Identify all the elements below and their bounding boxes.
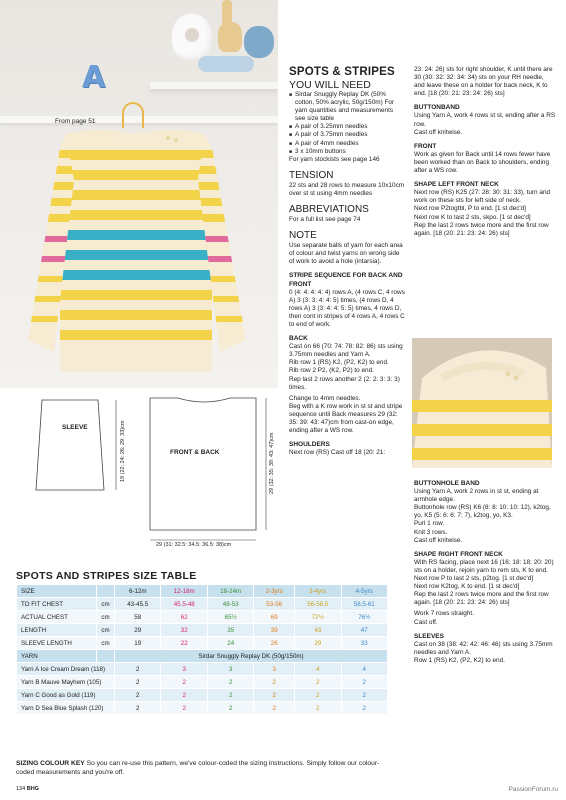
shape-left-neck-heading: SHAPE LEFT FRONT NECK bbox=[414, 181, 499, 189]
size-table bbox=[16, 584, 388, 715]
page-footer bbox=[16, 786, 39, 792]
shape-right-neck-heading: SHAPE RIGHT FRONT NECK bbox=[414, 550, 503, 558]
table-cell: 26 bbox=[254, 637, 295, 650]
table-cell: 58.5-61 bbox=[341, 598, 388, 611]
table-row bbox=[17, 637, 388, 650]
table-cell: 2 bbox=[341, 676, 388, 689]
table-cell: 39 bbox=[254, 624, 295, 637]
pattern-column-2-lower bbox=[414, 480, 556, 665]
table-cell: 2 bbox=[115, 676, 161, 689]
size-cell: 12-18m bbox=[161, 585, 207, 598]
table-cell: 72½ bbox=[295, 611, 341, 624]
table-row bbox=[17, 663, 388, 676]
garment-diagrams bbox=[0, 392, 290, 554]
buttonhole-row-2: Buttonhole row (RS) K6 (8: 8: 10: 10: 12), k2tog, yo, K5 (5: 6: 6: 7: 7), k2tog, yo, K3. bbox=[414, 504, 551, 520]
front-back-label: FRONT & BACK bbox=[170, 449, 220, 456]
buttonhole-band-heading: BUTTONHOLE BAND bbox=[414, 480, 480, 487]
left-neck-row-2: Next row P2togtbl, P to end. [1 st dec'd] bbox=[414, 205, 526, 213]
table-cell: 2 bbox=[341, 689, 388, 702]
table-cell: 2 bbox=[207, 676, 253, 689]
right-neck-row-4: Rep the last 2 rows twice more and the first row again. [18 (20: 21: 23: 24: 26) sts] bbox=[414, 591, 549, 607]
table-row bbox=[17, 611, 388, 624]
table-cell: 2 bbox=[295, 676, 341, 689]
table-cell: 2 bbox=[161, 676, 207, 689]
buttonhole-row-1: Using Yarn A, work 2 rows in st st, ending at armhole edge. bbox=[414, 488, 539, 504]
table-cell: 4 bbox=[295, 663, 341, 676]
sleeves-row-1: Cast on 38 (38: 42: 42: 46: 46) sts using 3.75mm needles and Yarn A. bbox=[414, 640, 553, 656]
note-heading: NOTE bbox=[289, 230, 317, 242]
buttonhole-row-3: Purl 1 row. bbox=[414, 520, 445, 528]
pattern-title: SPOTS & STRIPES bbox=[289, 66, 395, 78]
table-cell: 45.5-48 bbox=[161, 598, 207, 611]
note-text: Use separate balls of yarn for each area of colour and twist yarns on wrong side of work to avoid a hole (intarsia). bbox=[289, 242, 403, 266]
table-cell: 24 bbox=[207, 637, 253, 650]
row-unit: cm bbox=[97, 637, 115, 650]
pattern-column-2 bbox=[414, 66, 556, 238]
sleeve-height-measure: 19 (22: 24: 26: 29: 33)cm bbox=[120, 420, 126, 482]
table-cell: 19 bbox=[115, 637, 161, 650]
list-item: ■ A pair of 4mm needles bbox=[289, 140, 405, 148]
striped-sweater bbox=[0, 0, 278, 388]
stripe-heading: STRIPE SEQUENCE FOR BACK AND FRONT bbox=[289, 272, 403, 288]
stripe-text: 0 (4: 4: 4: 4: 4) rows A, (4 rows C, 4 rows A) 3 (3: 3: 4: 4: 5) times, (4 rows D, 4 rows A) 3 (3: 4: 4: 5: 5) times, 4 rows D, then cont in stripes of 4 rows A, 4 rows C to end of work. bbox=[289, 288, 405, 328]
front-back-width-measure: 29 (31: 32.5: 34.5: 36.5: 38)cm bbox=[156, 542, 232, 548]
row-label: TO FIT CHEST bbox=[17, 598, 97, 611]
list-item: ■ A pair of 3.25mm needles bbox=[289, 123, 405, 131]
table-row bbox=[17, 598, 388, 611]
size-cell: 18-24m bbox=[207, 585, 253, 598]
size-header-row bbox=[17, 585, 388, 598]
row-label: LENGTH bbox=[17, 624, 97, 637]
sleeves-row-2: Row 1 (RS) K2, (P2, K2) to end. bbox=[414, 656, 505, 664]
size-cell: 2-3yrs bbox=[254, 585, 295, 598]
table-cell: 35 bbox=[207, 624, 253, 637]
table-cell: 3 bbox=[254, 663, 295, 676]
list-item: ■ 3 x 10mm buttons bbox=[289, 148, 405, 156]
yarn-header-row bbox=[17, 650, 388, 663]
table-cell: 56-58.5 bbox=[295, 598, 341, 611]
table-cell: 65½ bbox=[207, 611, 253, 624]
watermark: PassionForum.ru bbox=[508, 786, 558, 793]
shoulders-text: Next row (RS) Cast off 18 (20: 21: bbox=[289, 449, 386, 457]
table-cell: 76½ bbox=[341, 611, 388, 624]
sleeve-label: SLEEVE bbox=[62, 424, 88, 431]
right-neck-row-5: Work 7 rows straight. bbox=[414, 610, 474, 618]
buttonband-text: Using Yarn A, work 4 rows st st, ending after a RS row. bbox=[414, 112, 556, 128]
front-text: Work as given for Back until 14 rows fewer have been worked than on Back to shoulders, ending after a WS row. bbox=[414, 150, 551, 175]
tension-text: 22 sts and 28 rows to measure 10x10cm over st st using 4mm needles bbox=[289, 181, 405, 197]
table-cell: 53-56 bbox=[254, 598, 295, 611]
table-cell: 2 bbox=[207, 702, 253, 715]
right-neck-row-6: Cast off. bbox=[414, 618, 438, 626]
table-cell: 22 bbox=[161, 637, 207, 650]
table-cell: 2 bbox=[115, 702, 161, 715]
table-cell: 2 bbox=[341, 702, 388, 715]
table-cell: 48-53 bbox=[207, 598, 253, 611]
back-cast-on: Cast on 66 (70: 74: 78: 82: 86) sts using 3.75mm needles and Yarn A. bbox=[289, 343, 403, 359]
table-cell: 2 bbox=[161, 702, 207, 715]
key-text: So you can re-use this pattern, we've colour-coded the sizing instructions. Simply follow our colour-coded measurements and you're off. bbox=[16, 760, 380, 776]
front-back-height-measure: 29 (32: 35: 39: 43: 47)cm bbox=[269, 432, 275, 494]
table-cell: 2 bbox=[254, 689, 295, 702]
right-neck-row-3: Next row K2tog, K to end. [1 st dec'd] bbox=[414, 583, 520, 591]
buttonband-cast-off: Cast off knitwise. bbox=[414, 128, 463, 136]
table-cell: 32 bbox=[161, 624, 207, 637]
list-item: ■ Sirdar Snuggly Replay DK (50% cotton, 50% acrylic, 50g/150m) For yarn quantities and measurements see size table bbox=[289, 91, 405, 123]
shoulders-continued: 23: 24: 26) sts for right shoulder, K until there are 30 (30: 32: 32: 34: 34) sts on your RH needle, and leave these on a holder for back neck, K to end. [18 (20: 21: 23: 24: 26) sts] bbox=[414, 66, 553, 98]
letter-a-decoration: A bbox=[82, 60, 106, 95]
rib-row-2: Rib row 2 P2, (K2, P2) to end. bbox=[289, 367, 374, 375]
you-will-need-heading: YOU WILL NEED bbox=[289, 79, 371, 91]
stockists-note: For yarn stockists see page 146 bbox=[289, 155, 380, 163]
beg-k-row: Beg with a K row work in st st and stripe sequence until Back measures 29 (32: 35: 39: 43: 47)cm from cast-on edge, ending after a WS row. bbox=[289, 402, 403, 435]
table-row bbox=[17, 624, 388, 637]
rep-rows: Rep last 2 rows another 2 (2: 2: 3: 3: 3) times. bbox=[289, 375, 400, 391]
table-cell: 29 bbox=[295, 637, 341, 650]
table-row bbox=[17, 689, 388, 702]
sleeves-heading: SLEEVES bbox=[414, 632, 444, 640]
tension-heading: TENSION bbox=[289, 169, 334, 181]
table-cell: 62 bbox=[161, 611, 207, 624]
yarn-row-label: Yarn D Sea Blue Splash (120) bbox=[17, 702, 115, 715]
size-label: SIZE bbox=[17, 585, 97, 598]
yarn-row-label: Yarn A Ice Cream Dream (118) bbox=[17, 663, 115, 676]
pattern-column-1 bbox=[289, 66, 405, 457]
row-label: ACTUAL CHEST bbox=[17, 611, 97, 624]
sizing-colour-key bbox=[16, 759, 388, 777]
table-cell: 2 bbox=[161, 689, 207, 702]
front-heading: FRONT bbox=[414, 142, 437, 150]
change-needles: Change to 4mm needles. bbox=[289, 394, 361, 402]
table-cell: 47 bbox=[341, 624, 388, 637]
sweater-photo bbox=[0, 0, 278, 388]
shoulders-heading: SHOULDERS bbox=[289, 441, 330, 449]
yarn-label: YARN bbox=[17, 650, 97, 663]
size-cell: 3-4yrs bbox=[295, 585, 341, 598]
key-label: SIZING COLOUR KEY bbox=[16, 760, 85, 767]
brand-name: BHG bbox=[26, 786, 39, 792]
buttonhole-row-4: Knit 3 rows. bbox=[414, 528, 448, 536]
table-cell: 2 bbox=[254, 702, 295, 715]
buttonhole-row-5: Cast off knitwise. bbox=[414, 536, 463, 544]
table-cell: 2 bbox=[295, 689, 341, 702]
row-unit: cm bbox=[97, 598, 115, 611]
yarn-row-label: Yarn B Mauve Mayhem (105) bbox=[17, 676, 115, 689]
size-table-title: SPOTS AND STRIPES SIZE TABLE bbox=[16, 570, 197, 582]
list-item: ■ A pair of 3.75mm needles bbox=[289, 131, 405, 139]
table-cell: 33 bbox=[341, 637, 388, 650]
left-neck-row-4: Rep the last 2 rows twice more and the first row again. [18 (20: 21: 23: 24: 26) sts] bbox=[414, 221, 549, 237]
yarn-name: Sirdar Snuggly Replay DK (50g/150m) bbox=[115, 650, 388, 663]
detail-knit-image bbox=[412, 338, 552, 468]
table-cell: 3 bbox=[207, 663, 253, 676]
sweater-detail-photo bbox=[412, 338, 552, 468]
page-number: 134 bbox=[16, 786, 26, 792]
from-page-label: From page 51 bbox=[55, 118, 96, 125]
table-cell: 43 bbox=[295, 624, 341, 637]
yarn-row-label: Yarn C Good as Gold (119) bbox=[17, 689, 115, 702]
table-cell: 2 bbox=[295, 702, 341, 715]
table-cell: 58 bbox=[115, 611, 161, 624]
table-row bbox=[17, 676, 388, 689]
abbreviations-text: For a full list see page 74 bbox=[289, 216, 361, 224]
buttonband-heading: BUTTONBAND bbox=[414, 104, 460, 112]
size-cell: 4-5yrs bbox=[341, 585, 388, 598]
right-neck-row-2: Next row P to last 2 sts, p2tog. [1 st dec'd] bbox=[414, 575, 534, 583]
table-cell: 2 bbox=[115, 689, 161, 702]
table-cell: 2 bbox=[115, 663, 161, 676]
abbreviations-heading: ABBREVIATIONS bbox=[289, 204, 369, 216]
table-cell: 2 bbox=[207, 689, 253, 702]
left-neck-row-3: Next row K to last 2 sts, skpo. [1 st dec'd] bbox=[414, 213, 531, 221]
row-unit: cm bbox=[97, 624, 115, 637]
left-neck-row-1: Next row (RS) K25 (27: 28: 30: 31: 33), turn and work on these sts for left side of neck. bbox=[414, 189, 551, 205]
table-cell: 4 bbox=[341, 663, 388, 676]
table-cell: 29 bbox=[115, 624, 161, 637]
row-label: SLEEVE LENGTH bbox=[17, 637, 97, 650]
table-cell: 3 bbox=[161, 663, 207, 676]
right-neck-row-1: With RS facing, place next 16 (16: 18: 18: 20: 20) sts on a holder, rejoin yarn to rem sts, K to end. bbox=[414, 558, 554, 574]
table-row bbox=[17, 702, 388, 715]
size-cell: 6-12m bbox=[115, 585, 161, 598]
table-cell: 2 bbox=[254, 676, 295, 689]
table-cell: 69 bbox=[254, 611, 295, 624]
rib-row-1: Rib row 1 (RS) K2, (P2, K2) to end. bbox=[289, 359, 389, 367]
back-heading: BACK bbox=[289, 335, 308, 343]
table-cell: 43-45.5 bbox=[115, 598, 161, 611]
materials-list bbox=[289, 91, 405, 156]
row-unit: cm bbox=[97, 611, 115, 624]
